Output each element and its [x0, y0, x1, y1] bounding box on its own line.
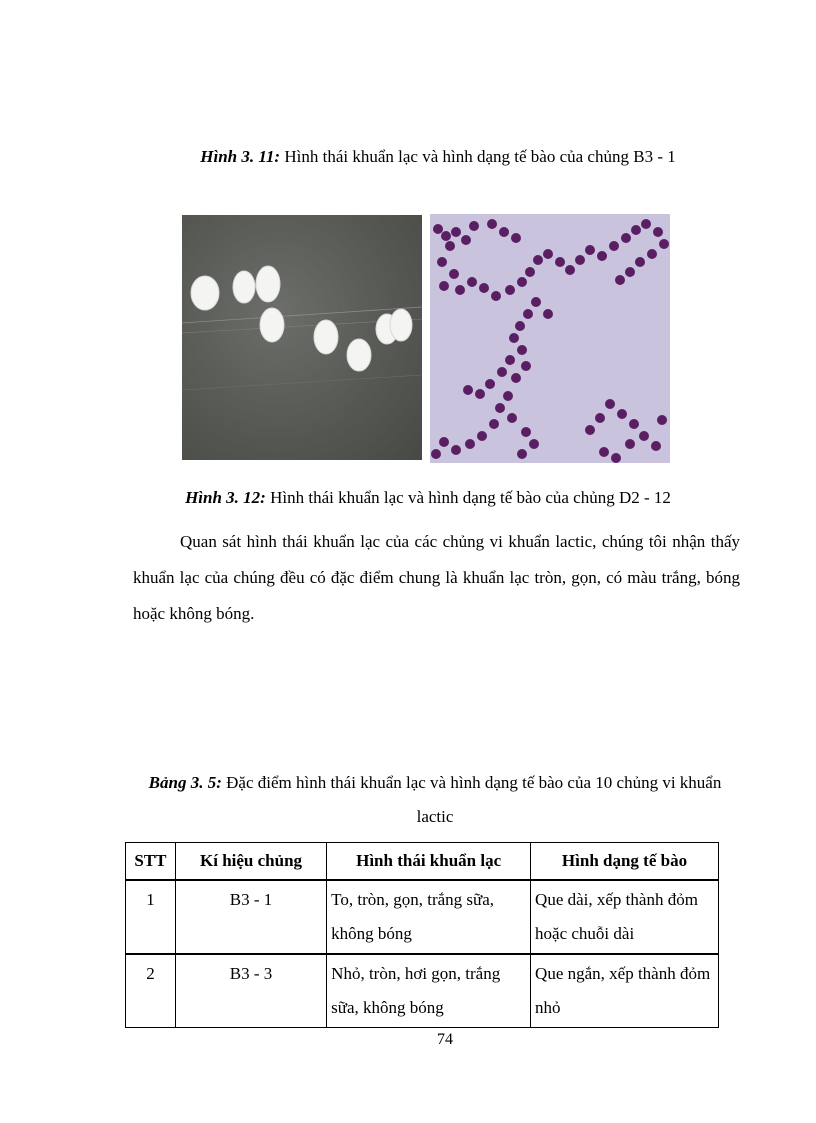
table-header-row [126, 843, 719, 881]
figure-3-11-caption [30, 147, 816, 167]
figure-3-12-text: Hình thái khuẩn lạc và hình dạng tế bào của chủng D2 - 12 [265, 488, 671, 507]
strain-characteristics-table [125, 842, 719, 1028]
header-colony-morphology: Hình thái khuẩn lạc [327, 843, 531, 881]
figure-3-12-caption [20, 488, 816, 508]
stained-cells [431, 219, 669, 463]
cell-stt: 1 [126, 880, 176, 954]
cell-colony-morphology: Nhỏ, tròn, hơi gọn, trắng sữa, không bóng [327, 954, 531, 1028]
colonies [191, 266, 412, 371]
table-3-5-caption [140, 766, 730, 834]
colony-photo [182, 215, 422, 460]
header-cell-shape: Hình dạng tế bào [531, 843, 719, 881]
cell-stt: 2 [126, 954, 176, 1028]
table-3-5-label: Bảng 3. 5: [148, 773, 222, 792]
table-row [126, 880, 719, 954]
figure-3-11-text: Hình thái khuẩn lạc và hình dạng tế bào của chủng B3 - 1 [280, 147, 676, 166]
figure-3-12-label: Hình 3. 12: [185, 488, 266, 507]
body-paragraph: Quan sát hình thái khuẩn lạc của các chủng vi khuẩn lactic, chúng tôi nhận thấy khuẩn lạc của chúng đều có đặc điểm chung là khuẩn lạc tròn, gọn, có màu trắng, bóng hoặc không bóng. [133, 532, 740, 623]
table-3-5-text: Đặc điểm hình thái khuẩn lạc và hình dạng tế bào của 10 chủng vi khuẩn lactic [221, 773, 722, 826]
cell-colony-morphology: To, tròn, gọn, trắng sữa, không bóng [327, 880, 531, 954]
cell-strain-code: B3 - 1 [175, 880, 326, 954]
cell-strain-code: B3 - 3 [175, 954, 326, 1028]
cell-stain-photo [430, 214, 670, 463]
cell-stain-graphic [430, 214, 670, 463]
header-strain-code: Kí hiệu chủng [175, 843, 326, 881]
cell-cell-shape: Que dài, xếp thành đỏm hoặc chuỗi dài [531, 880, 719, 954]
page-number: 74 [437, 1031, 453, 1048]
table-row [126, 954, 719, 1028]
figure-3-11-label: Hình 3. 11: [200, 147, 281, 166]
header-stt: STT [126, 843, 176, 881]
colony-photo-graphic [182, 215, 422, 460]
cell-cell-shape: Que ngắn, xếp thành đỏm nhỏ [531, 954, 719, 1028]
